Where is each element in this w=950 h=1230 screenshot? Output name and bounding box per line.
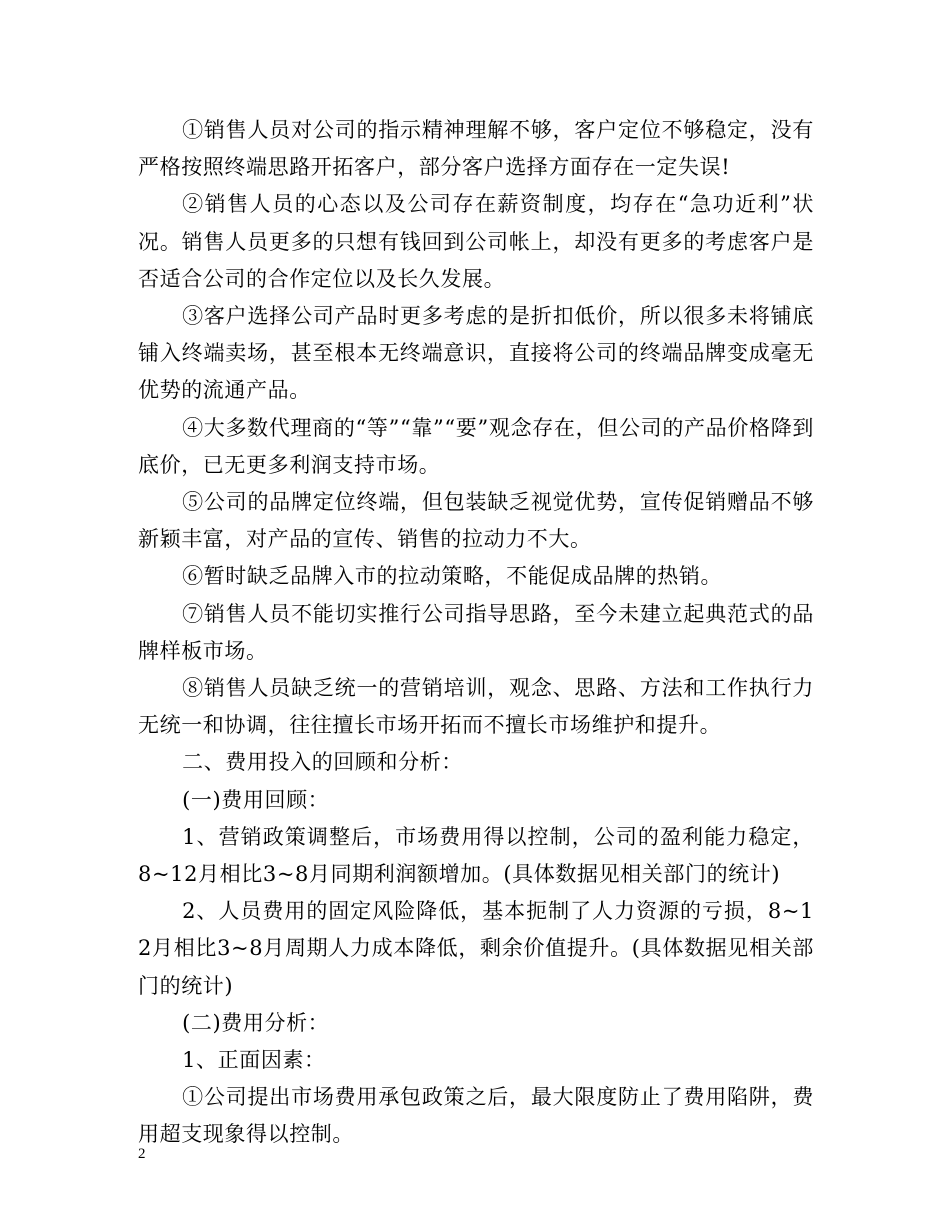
subheading-cost-review: (一)费用回顾： — [182, 787, 330, 812]
paragraph-4: ④大多数代理商的“等”“靠”“要”观念存在，但公司的产品价格降到底价，已无更多利润支持市场。 — [138, 415, 814, 477]
paragraph-7: ⑦销售人员不能切实推行公司指导思路，至今未建立起典范式的品牌样板市场。 — [138, 601, 814, 663]
subheading-positive-factors: 1、正面因素： — [182, 1048, 326, 1073]
section-heading-cost-review: 二、费用投入的回顾和分析： — [182, 750, 463, 775]
paragraph-6: ⑥暂时缺乏品牌入市的拉动策略，不能促成品牌的热销。 — [182, 564, 723, 589]
page-number: 2 — [138, 1146, 146, 1162]
paragraph-8: ⑧销售人员缺乏统一的营销培训，观念、思路、方法和工作执行力无统一和协调，往往擅长市场开拓而不擅长市场维护和提升。 — [138, 676, 814, 738]
paragraph-cost-review-1: 1、营销政策调整后，市场费用得以控制，公司的盈利能力稳定，8~12月相比3~8月同期利润额增加。(具体数据见相关部门的统计) — [138, 824, 814, 887]
paragraph-positive-factor-1: ①公司提出市场费用承包政策之后，最大限度防止了费用陷阱，费用超支现象得以控制。 — [138, 1085, 814, 1147]
paragraph-cost-review-2: 2、人员费用的固定风险降低，基本扼制了人力资源的亏损，8~12月相比3~8月周期人力成本降低，剩余价值提升。(具体数据见相关部门的统计) — [138, 899, 814, 998]
paragraph-5: ⑤公司的品牌定位终端，但包装缺乏视觉优势，宣传促销赠品不够新颖丰富，对产品的宣传、销售的拉动力不大。 — [138, 490, 814, 552]
paragraph-3: ③客户选择公司产品时更多考虑的是折扣低价，所以很多未将铺底铺入终端卖场，甚至根本无终端意识，直接将公司的终端品牌变成毫无优势的流通产品。 — [138, 304, 814, 403]
document-body — [138, 112, 814, 1154]
paragraph-2: ②销售人员的心态以及公司存在薪资制度，均存在“急功近利”状况。销售人员更多的只想有钱回到公司帐上，却没有更多的考虑客户是否适合公司的合作定位以及长久发展。 — [138, 192, 814, 291]
paragraph-1: ①销售人员对公司的指示精神理解不够，客户定位不够稳定，没有严格按照终端思路开拓客户，部分客户选择方面存在一定失误! — [138, 118, 814, 180]
subheading-cost-analysis: (二)费用分析： — [182, 1010, 330, 1035]
